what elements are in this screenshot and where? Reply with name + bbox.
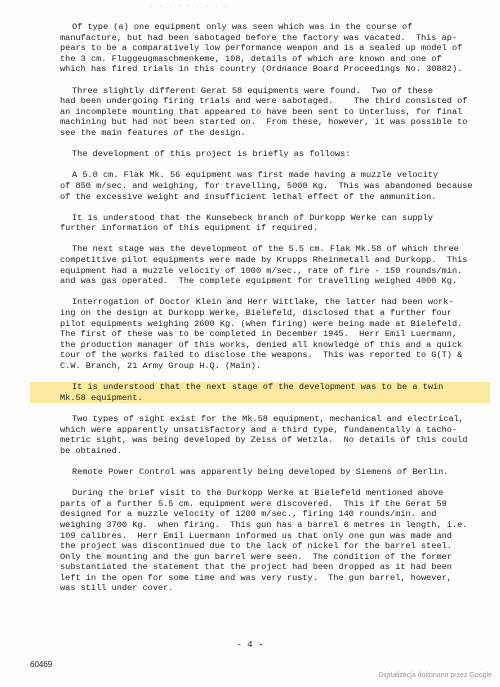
document-id: 60469 xyxy=(30,660,53,669)
text-line: and was gas operated. The complete equipment for travelling weighed 4000 Kg. xyxy=(60,276,458,287)
text-line: be obtained. xyxy=(60,445,122,456)
text-line: parts of a further 5.5 cm. equipment were discovered. This if the Gerat 59 xyxy=(60,498,447,509)
text-line: A 5.0 cm. Flak Mk. 56 equipment was first made having a muzzle velocity xyxy=(72,170,439,181)
text-line: substantiated the statement that the project had been dropped as it had been xyxy=(60,562,452,573)
text-line: The next stage was the development of the 5.5 cm. Flak Mk.58 of which three xyxy=(72,244,459,255)
text-line: ing on the design at Durkopp Werke, Bielefeld, disclosed that a further four xyxy=(60,308,452,319)
text-line: The first of these was to be completed in December 1945. Herr Emil Luermann, xyxy=(60,329,458,340)
text-line: Interrogation of Doctor Klein and Herr Wittlake, the latter had been work- xyxy=(72,297,454,308)
text-line: 109 calibres. Herr Emil Luermann informed us that only one gun was made and xyxy=(60,530,452,541)
header-smudge: · · · · · · · · · xyxy=(150,3,229,10)
text-line: The development of this project is briefly as follows: xyxy=(72,149,351,160)
text-line: see the main features of the design. xyxy=(60,127,246,138)
text-line: Three slightly different Gerat 58 equipments were found. Two of these xyxy=(72,85,433,96)
paragraph xyxy=(60,149,480,160)
paragraph xyxy=(60,86,480,139)
text-line: machining but had not been started on. From these, however, it was possible to xyxy=(60,117,468,128)
text-line: It is understood that the Kunsebeck branch of Durkopp Werke can supply xyxy=(72,212,433,223)
text-line: weighing 3700 Kg. when firing. This gun has a barrel 6 metres in length, i.e. xyxy=(60,519,468,530)
text-line: the 3 cm. Fluggeugmaschmenkeme, 108, details of which are known and one of xyxy=(60,53,442,64)
paragraph xyxy=(60,244,480,286)
text-line: C.W. Branch, 21 Army Group H.Q. (Main). xyxy=(60,361,262,371)
text-line: metric sight, was being developed by Zeiss of Wetzla. No details of this could xyxy=(60,435,468,446)
document-body xyxy=(60,22,480,605)
paragraph xyxy=(60,414,480,456)
text-line: Two types of sight exist for the Mk.58 equipment, mechanical and electrical, xyxy=(72,413,464,424)
digitization-credit: Digitalizacja dokonana przez Google xyxy=(378,672,492,679)
text-line: tour of the works failed to disclose the weapons. This was reported to G(T) & xyxy=(60,350,463,361)
text-line: manufacture, but had been sabotaged before the factory was vacated. This ap- xyxy=(60,32,458,43)
text-line: It is understood that the next stage of the development was to be a twin xyxy=(72,382,444,393)
page-number: - 4 - xyxy=(236,640,264,650)
text-line: was still under cover. xyxy=(60,583,174,594)
text-line: pilot equipments weighing 2600 Kg. (when firing) were being made at Bielefeld. xyxy=(60,318,463,329)
paragraph xyxy=(60,467,480,478)
text-line: had been undergoing firing trials and were sabotaged. The third consisted of xyxy=(60,96,468,107)
text-line: Mk.58 equipment. xyxy=(60,392,143,403)
text-line: designed for a muzzle velocity of 1200 m/sec., firing 140 rounds/min. and xyxy=(60,509,437,520)
highlighted-paragraph xyxy=(30,382,490,403)
text-line: left in the open for some time and was very rusty. The gun barrel, however, xyxy=(60,572,452,583)
text-line: an incomplete mounting that appeared to have been sent to Unterluss, for final xyxy=(60,106,463,117)
text-line: of the excessive weight and insufficient lethal effect of the ammunition. xyxy=(60,191,437,202)
text-line: the production manager of this works, denied all knowledge of this and a quick xyxy=(60,339,463,350)
paragraph xyxy=(60,213,480,234)
text-line: pears to be a comparatively low performance weapon and is a sealed up model of xyxy=(60,43,463,54)
text-line: Remote Power Control was apparently being developed by Siemens of Berlin. xyxy=(72,466,449,477)
text-line: During the brief visit to the Durkopp Werke at Bielefeld mentioned above xyxy=(72,488,444,499)
text-line: of 850 m/sec. and weighing, for travelling, 5000 Kg. This was abandoned because xyxy=(60,180,473,191)
text-line: which has fired trials in this country (Ordnance Board Proceedings No. 30882). xyxy=(60,64,463,75)
text-line: the project was discontinued due to the lack of nickel for the barrel steel. xyxy=(60,541,452,552)
paragraph xyxy=(60,488,480,594)
paragraph xyxy=(60,297,480,371)
paragraph xyxy=(60,170,480,202)
paragraph xyxy=(60,22,480,75)
text-line: competitive pilot equipments were made by Krupps Rheinmetall and Durkopp. This xyxy=(60,255,468,266)
text-line: equipment had a muzzle velocity of 1000 m/sec., rate of fire - 150 rounds/min. xyxy=(60,265,463,276)
text-line: Of type (a) one equipment only was seen which was in the course of xyxy=(72,22,413,32)
text-line: which were apparently unsatisfactory and a third type, fundamentally a tacho- xyxy=(60,424,458,435)
text-line: Only the mounting and the gun barrel were seen. The condition of the former xyxy=(60,551,452,562)
text-line: further information of this equipment if required. xyxy=(60,223,318,234)
